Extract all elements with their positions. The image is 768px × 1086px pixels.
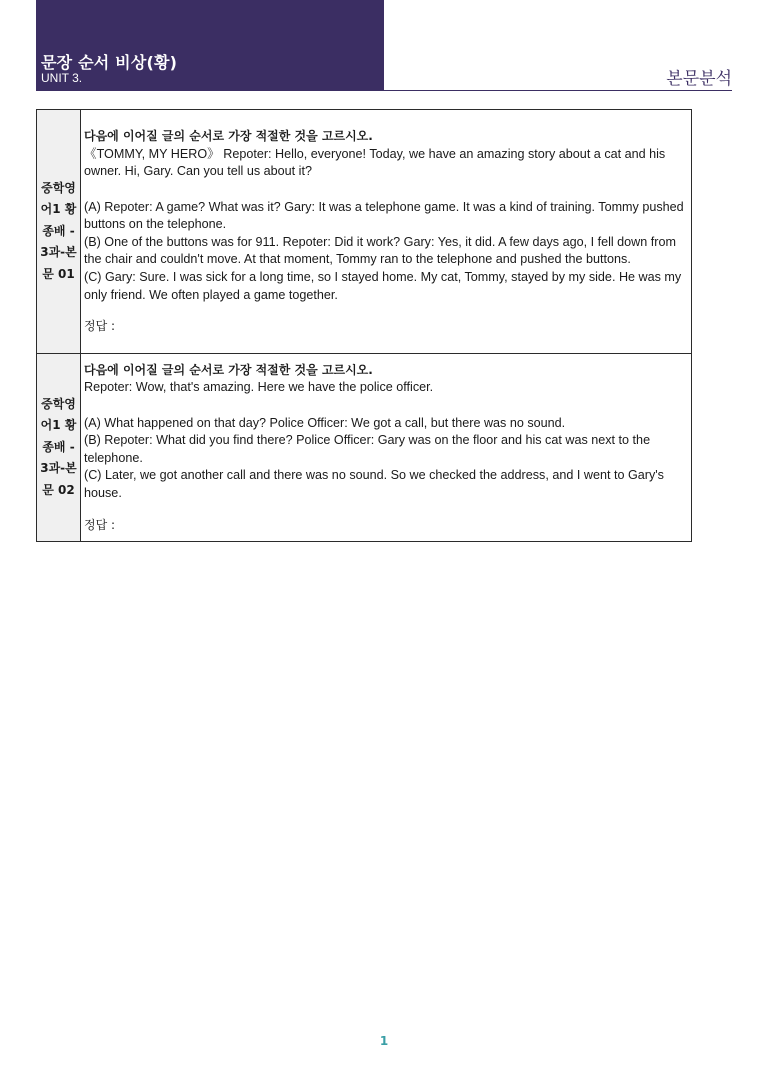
question-instruction: 다음에 이어질 글의 순서로 가장 적절한 것을 고르시오. xyxy=(84,362,373,377)
passage-intro: Repoter: Wow, that's amazing. Here we have the police officer. xyxy=(84,380,434,395)
header-banner xyxy=(36,0,384,91)
answer-field: 정답 : xyxy=(84,517,116,532)
question-instruction: 다음에 이어질 글의 순서로 가장 적절한 것을 고르시오. xyxy=(84,129,373,144)
passage-option-a: (A) Repoter: A game? What was it? Gary: It was a telephone game. It was a kind of training. Tommy pushed buttons on the telephone. xyxy=(84,199,684,232)
passage-option-c: (C) Later, we got another call and there was no sound. So we checked the address, and I went to Gary's house. xyxy=(84,468,664,500)
header-divider xyxy=(384,90,732,91)
section-label: 본문분석 xyxy=(666,69,732,89)
passage-option-c: (C) Gary: Sure. I was sick for a long time, so I stayed home. My cat, Tommy, stayed by my side. He was my only friend. We often played a game together. xyxy=(84,269,682,302)
answer-field: 정답 : xyxy=(84,319,116,334)
page-number: 1 xyxy=(379,1034,389,1048)
question-body xyxy=(81,354,692,542)
passage-option-b: (B) One of the buttons was for 911. Repoter: Did it work? Gary: Yes, it did. A few days ago, I fell down from the chair and couldn't move. At that moment, Tommy ran to the telephone and pushed the buttons. xyxy=(84,234,676,267)
passage-option-a: (A) What happened on that day? Police Officer: We got a call, but there was no sound. xyxy=(84,415,566,430)
question-body xyxy=(81,110,692,354)
question-table xyxy=(36,109,692,542)
page-title: 문장 순서 비상(황) xyxy=(41,53,178,72)
unit-label: UNIT 3. xyxy=(41,71,83,85)
question-row xyxy=(37,110,692,354)
passage-intro: 《TOMMY, MY HERO》 Repoter: Hello, everyone! Today, we have an amazing story about a cat and his owner. Hi, Gary. Can you tell us about it? xyxy=(84,146,666,179)
question-row xyxy=(37,354,692,542)
question-code: 중학영어1 황종배 - 3과-본문 02 xyxy=(37,354,81,542)
question-code: 중학영어1 황종배 - 3과-본문 01 xyxy=(37,110,81,354)
passage-option-b: (B) Repoter: What did you find there? Police Officer: Gary was on the floor and his cat was next to the telephone. xyxy=(84,433,651,465)
